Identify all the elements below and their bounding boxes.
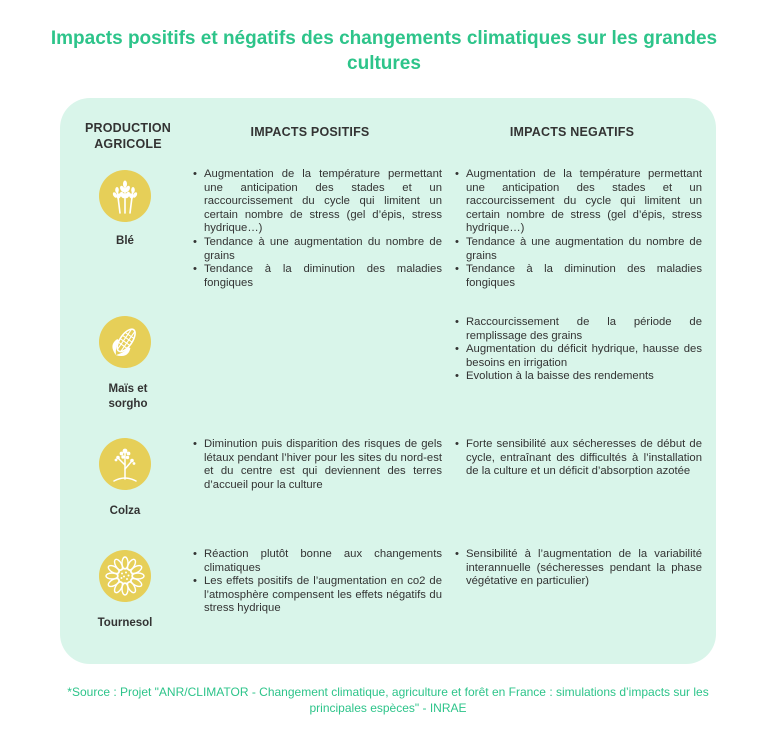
list-item: • Evolution à la baisse des rendements <box>466 370 702 384</box>
positive-impacts-colza <box>192 438 442 492</box>
list-item: • Tendance à une augmentation du nombre de grains <box>466 236 702 263</box>
positive-impacts-ble <box>192 168 442 290</box>
list-item: • Sensibilité à l’augmentation de la variabilité interannuelle (sécheresses pendant la phase végétative en particulier) <box>466 548 702 589</box>
impacts-table <box>60 98 716 664</box>
list-item: • Tendance à une augmentation du nombre de grains <box>204 236 442 263</box>
crop-name: Tournesol <box>97 617 153 629</box>
crop-mais-sorgho <box>60 316 190 412</box>
list-item: • Diminution puis disparition des risques de gels létaux pendant l’hiver pour les sites du nord-est et du centre est qui deviennent des terres d’accueil pour la culture <box>204 438 442 492</box>
list-item: • Augmentation de la température permettant une anticipation des stades et un raccourcissement du cycle qui limitent un certain nombre de stress (gel d’épis, stress hydrique…) <box>204 168 442 236</box>
rapeseed-icon <box>99 438 151 490</box>
crop-name: Maïs et sorgho <box>108 383 148 410</box>
crop-name: Blé <box>116 235 134 247</box>
source-note: *Source : Projet "ANR/CLIMATOR - Changement climatique, agriculture et forêt en France : simulations d’impacts sur les principales espèces" - INRAE <box>67 685 709 715</box>
list-item: • Tendance à la diminution des maladies fongiques <box>466 263 702 290</box>
page-title: Impacts positifs et négatifs des changements climatiques sur les grandes cultures <box>50 28 718 74</box>
header-positive: IMPACTS POSITIFS <box>250 125 370 139</box>
crop-colza <box>60 438 190 519</box>
sunflower-icon <box>99 550 151 602</box>
list-item: • Raccourcissement de la période de remplissage des grains <box>466 316 702 343</box>
negative-impacts-ble <box>454 168 702 290</box>
crop-tournesol <box>60 550 190 631</box>
negative-impacts-tournesol <box>454 548 702 589</box>
positive-impacts-tournesol <box>192 548 442 616</box>
list-item: • Forte sensibilité aux sécheresses de début de cycle, entraînant des difficultés à l’installation de la culture et un déficit d’absorption azotée <box>466 438 702 479</box>
header-negative: IMPACTS NEGATIFS <box>509 125 635 139</box>
list-item: • Réaction plutôt bonne aux changements climatiques <box>204 548 442 575</box>
corn-icon <box>99 316 151 368</box>
list-item: • Les effets positifs de l’augmentation en co2 de l’atmosphère compensent les effets négatifs du stress hydrique <box>204 575 442 616</box>
negative-impacts-colza <box>454 438 702 479</box>
list-item: • Augmentation du déficit hydrique, hausse des besoins en irrigation <box>466 343 702 370</box>
negative-impacts-mais-sorgho <box>454 316 702 384</box>
list-item: • Augmentation de la température permettant une anticipation des stades et un raccourcissement du cycle qui limitent un certain nombre de stress (gel d’épis, stress hydrique…) <box>466 168 702 236</box>
crop-name: Colza <box>109 505 141 517</box>
crop-ble <box>60 170 190 249</box>
wheat-icon <box>99 170 151 222</box>
list-item: • Tendance à la diminution des maladies fongiques <box>204 263 442 290</box>
header-production: PRODUCTION AGRICOLE <box>84 121 172 151</box>
